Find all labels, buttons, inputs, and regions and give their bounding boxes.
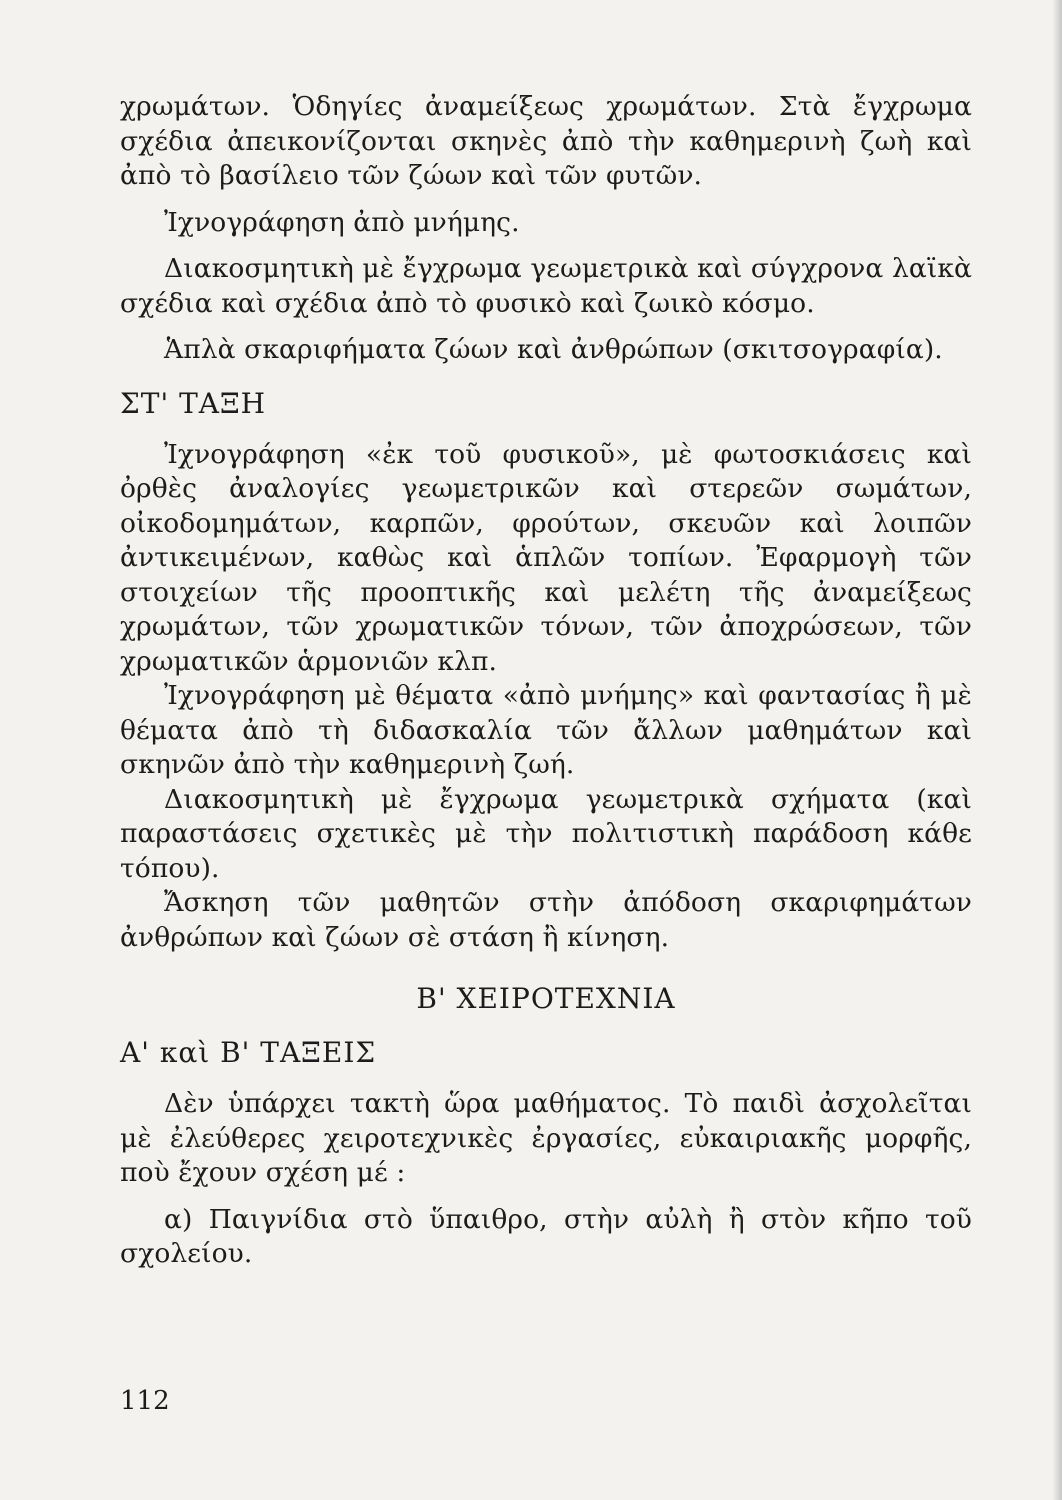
paragraph-decorative: Διακοσμητικὴ μὲ ἔγχρωμα γεωμετρικὰ καὶ σύγχρονα λαϊκὰ σχέδια καὶ σχέδια ἀπὸ τὸ φυσικὸ καὶ ζωικὸ κόσμο. <box>120 253 972 319</box>
paragraph-sketch-practice: Ἄσκηση τῶν μαθητῶν στὴν ἀπόδοση σκαριφημάτων ἀνθρώπων καὶ ζώων σὲ στάση ἢ κίνηση. <box>120 887 972 953</box>
paragraph-from-nature: Ἰχνογράφηση «ἐκ τοῦ φυσικοῦ», μὲ φωτοσκιάσεις καὶ ὀρθὲς ἀναλογίες γεωμετρικῶν καὶ στερεῶν σωμάτων, οἰκοδομημάτων, καρπῶν, φρούτων, σκευῶν καὶ λοιπῶν ἀντικειμένων, καθὼς καὶ ἁπλῶν τοπίων. Ἐφαρμογὴ τῶν στοιχείων τῆς προοπτικῆς καὶ μελέτη τῆς ἀναμείξεως χρωμάτων, τῶν χρωματικῶν τόνων, τῶν ἀποχρώσεων, τῶν χρωματικῶν ἁρμονιῶν κλπ. <box>120 438 972 677</box>
section-heading-handicraft: Β' ΧΕΙΡΟΤΕΧΝΙΑ <box>416 982 676 1015</box>
section-heading-ab-classes: Α' καὶ Β' ΤΑΞΕΙΣ <box>120 1036 377 1069</box>
page-number: 112 <box>120 1386 170 1416</box>
paragraph-no-schedule: Δὲν ὑπάρχει τακτὴ ὥρα μαθήματος. Τὸ παιδὶ ἀσχολεῖται μὲ ἐλεύθερες χειροτεχνικὲς ἐργασίες, εὐκαιριακῆς μορφῆς, ποὺ ἔχουν σχέση μέ : <box>120 1088 972 1188</box>
list-item-outdoor-games: α) Παιγνίδια στὸ ὕπαιθρο, στὴν αὐλὴ ἢ στὸν κῆπο τοῦ σχολείου. <box>120 1203 972 1269</box>
paragraph-decorative-shapes: Διακοσμητικὴ μὲ ἔγχρωμα γεωμετρικὰ σχήματα (καὶ παραστάσεις σχετικὲς μὲ τὴν πολιτιστικὴ παράδοση κάθε τόπου). <box>120 783 972 884</box>
paragraph-themes: Ἰχνογράφηση μὲ θέματα «ἀπὸ μνήμης» καὶ φαντασίας ἢ μὲ θέματα ἀπὸ τὴ διδασκαλία τῶν ἄλλων μαθημάτων καὶ σκηνῶν ἀπὸ τὴν καθημερινὴ ζωή. <box>120 680 972 780</box>
page-edge-shadow <box>1052 0 1062 1500</box>
paragraph-colors: χρωμάτων. Ὁδηγίες ἀναμείξεως χρωμάτων. Στὰ ἔγχρωμα σχέδια ἀπεικονίζονται σκηνὲς ἀπὸ τὴν καθημερινὴ ζωὴ καὶ ἀπὸ τὸ βασίλειο τῶν ζώων καὶ τῶν φυτῶν. <box>120 91 972 191</box>
paragraph-sketches: Ἁπλὰ σκαριφήματα ζώων καὶ ἀνθρώπων (σκιτσογραφία). <box>164 334 943 365</box>
paragraph-memory-drawing: Ἰχνογράφηση ἀπὸ μνήμης. <box>164 206 520 238</box>
section-heading-st-class: ΣΤ' ΤΑΞΗ <box>120 386 267 420</box>
text-column <box>120 90 972 1272</box>
